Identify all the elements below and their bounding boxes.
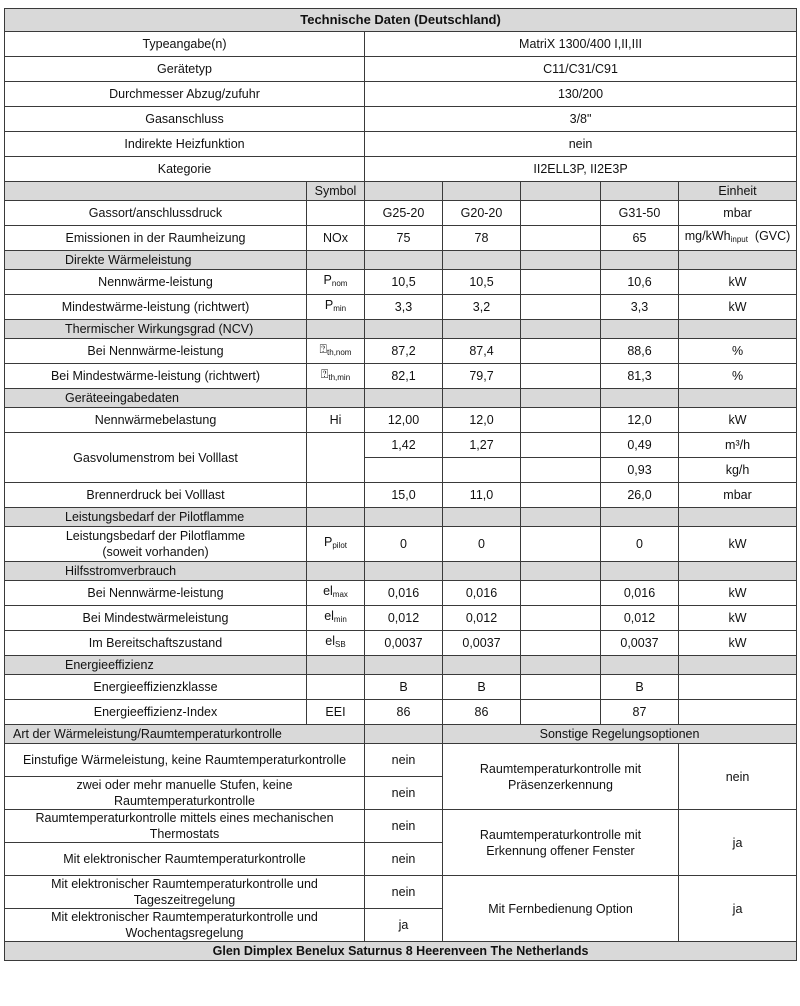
table-row: Bei Nennwärme-leistung $⍰_{th,nom}$ 87,2 87,4 88,6 %: [5, 339, 797, 364]
general-value: 3/8": [365, 107, 797, 132]
control-header-row: [5, 725, 797, 744]
general-value: MatriX 1300/400 I,II,III: [365, 32, 797, 57]
table-row: Bei Mindestwärme-leistung (richtwert) $⍰_{th,min}$ 82,1 79,7 81,3 %: [5, 364, 797, 389]
general-label: Indirekte Heizfunktion: [5, 132, 365, 157]
table-title: Technische Daten (Deutschland): [5, 9, 797, 32]
general-row: [5, 132, 797, 157]
section-row: [5, 656, 797, 675]
control-row: Mit elektronischer Raumtemperaturkontrolle nein: [5, 843, 797, 876]
table-row: 0,93 kg/h: [5, 458, 797, 483]
section-heading: Thermischer Wirkungsgrad (NCV): [5, 320, 307, 339]
control-row: Mit elektronischer Raumtemperaturkontrolle und Tageszeitregelung nein Mit Fernbedienung Option ja: [5, 876, 797, 909]
general-label: Gasanschluss: [5, 107, 365, 132]
section-heading: Geräteeingabedaten: [5, 389, 307, 408]
table-row: Emissionen in der Raumheizung NOx 75 78 65 mg/kWh$_{input}$ (GVC): [5, 226, 797, 251]
table-row: Gasvolumenstrom bei Volllast 1,42 1,27 0,49 m³/h: [5, 433, 797, 458]
section-heading: Direkte Wärmeleistung: [5, 251, 307, 270]
general-row: [5, 32, 797, 57]
section-row: [5, 251, 797, 270]
section-heading: Energieeffizienz: [5, 656, 307, 675]
general-value: C11/C31/C91: [365, 57, 797, 82]
technical-data-sheet: [4, 8, 796, 961]
table-row: Mindestwärme-leistung (richtwert) $P_{min}$ 3,3 3,2 3,3 kW: [5, 295, 797, 320]
table-row: Energieeffizienz-Index EEI 86 86 87: [5, 700, 797, 725]
emissions-unit: mg/kWh$_{input}$ (GVC): [679, 226, 797, 251]
table-row: Im Bereitschaftszustand $el_{SB}$ 0,0037 0,0037 0,0037 kW: [5, 631, 797, 656]
control-row: Raumtemperaturkontrolle mittels eines mechanischen Thermostats nein Raumtemperaturkontrolle mit Erkennung offener Fenster ja: [5, 810, 797, 843]
section-row: [5, 562, 797, 581]
section-row: [5, 508, 797, 527]
general-label: Typeangabe(n): [5, 32, 365, 57]
table-row: Bei Mindestwärmeleistung $el_{min}$ 0,012 0,012 0,012 kW: [5, 606, 797, 631]
section-heading: Leistungsbedarf der Pilotflamme: [5, 508, 307, 527]
general-label: Durchmesser Abzug/zufuhr: [5, 82, 365, 107]
general-row: [5, 157, 797, 182]
table-row: Gassort/anschlussdruck G25-20 G20-20 G31-50 mbar: [5, 201, 797, 226]
table-row: Brennerdruck bei Volllast 15,0 11,0 26,0 mbar: [5, 483, 797, 508]
section-row: [5, 320, 797, 339]
general-row: [5, 82, 797, 107]
table-row: Nennwärme-leistung $P_{nom}$ 10,5 10,5 10,6 kW: [5, 270, 797, 295]
footer-row: [5, 942, 797, 961]
control-row: zwei oder mehr manuelle Stufen, keine Raumtemperaturkontrolle nein: [5, 777, 797, 810]
unit-header: Einheit: [679, 182, 797, 201]
section-row: [5, 389, 797, 408]
control-row: Einstufige Wärmeleistung, keine Raumtemperaturkontrolle nein Raumtemperaturkontrolle mit Präsenzerkennung nein: [5, 744, 797, 777]
general-label: Kategorie: [5, 157, 365, 182]
general-label: Gerätetyp: [5, 57, 365, 82]
general-value: 130/200: [365, 82, 797, 107]
general-row: [5, 57, 797, 82]
general-row: [5, 107, 797, 132]
control-left-header: Art der Wärmeleistung/Raumtemperaturkontrolle: [5, 725, 365, 744]
general-value: II2ELL3P, II2E3P: [365, 157, 797, 182]
section-heading: Hilfsstromverbrauch: [5, 562, 307, 581]
technical-data-table: [4, 8, 797, 961]
column-header-row: [5, 182, 797, 201]
table-row: Nennwärmebelastung Hi 12,00 12,0 12,0 kW: [5, 408, 797, 433]
table-row: Leistungsbedarf der Pilotflamme (soweit vorhanden) $P_{pilot}$ 0 0 0 kW: [5, 527, 797, 562]
control-right-header: Sonstige Regelungsoptionen: [443, 725, 797, 744]
symbol-header: Symbol: [307, 182, 365, 201]
title-row: [5, 9, 797, 32]
control-row: Mit elektronischer Raumtemperaturkontrolle und Wochentagsregelung ja: [5, 909, 797, 942]
table-row: Bei Nennwärme-leistung $el_{max}$ 0,016 0,016 0,016 kW: [5, 581, 797, 606]
table-row: Energieeffizienzklasse B B B: [5, 675, 797, 700]
general-value: nein: [365, 132, 797, 157]
footer-address: Glen Dimplex Benelux Saturnus 8 Heerenveen The Netherlands: [5, 942, 797, 961]
